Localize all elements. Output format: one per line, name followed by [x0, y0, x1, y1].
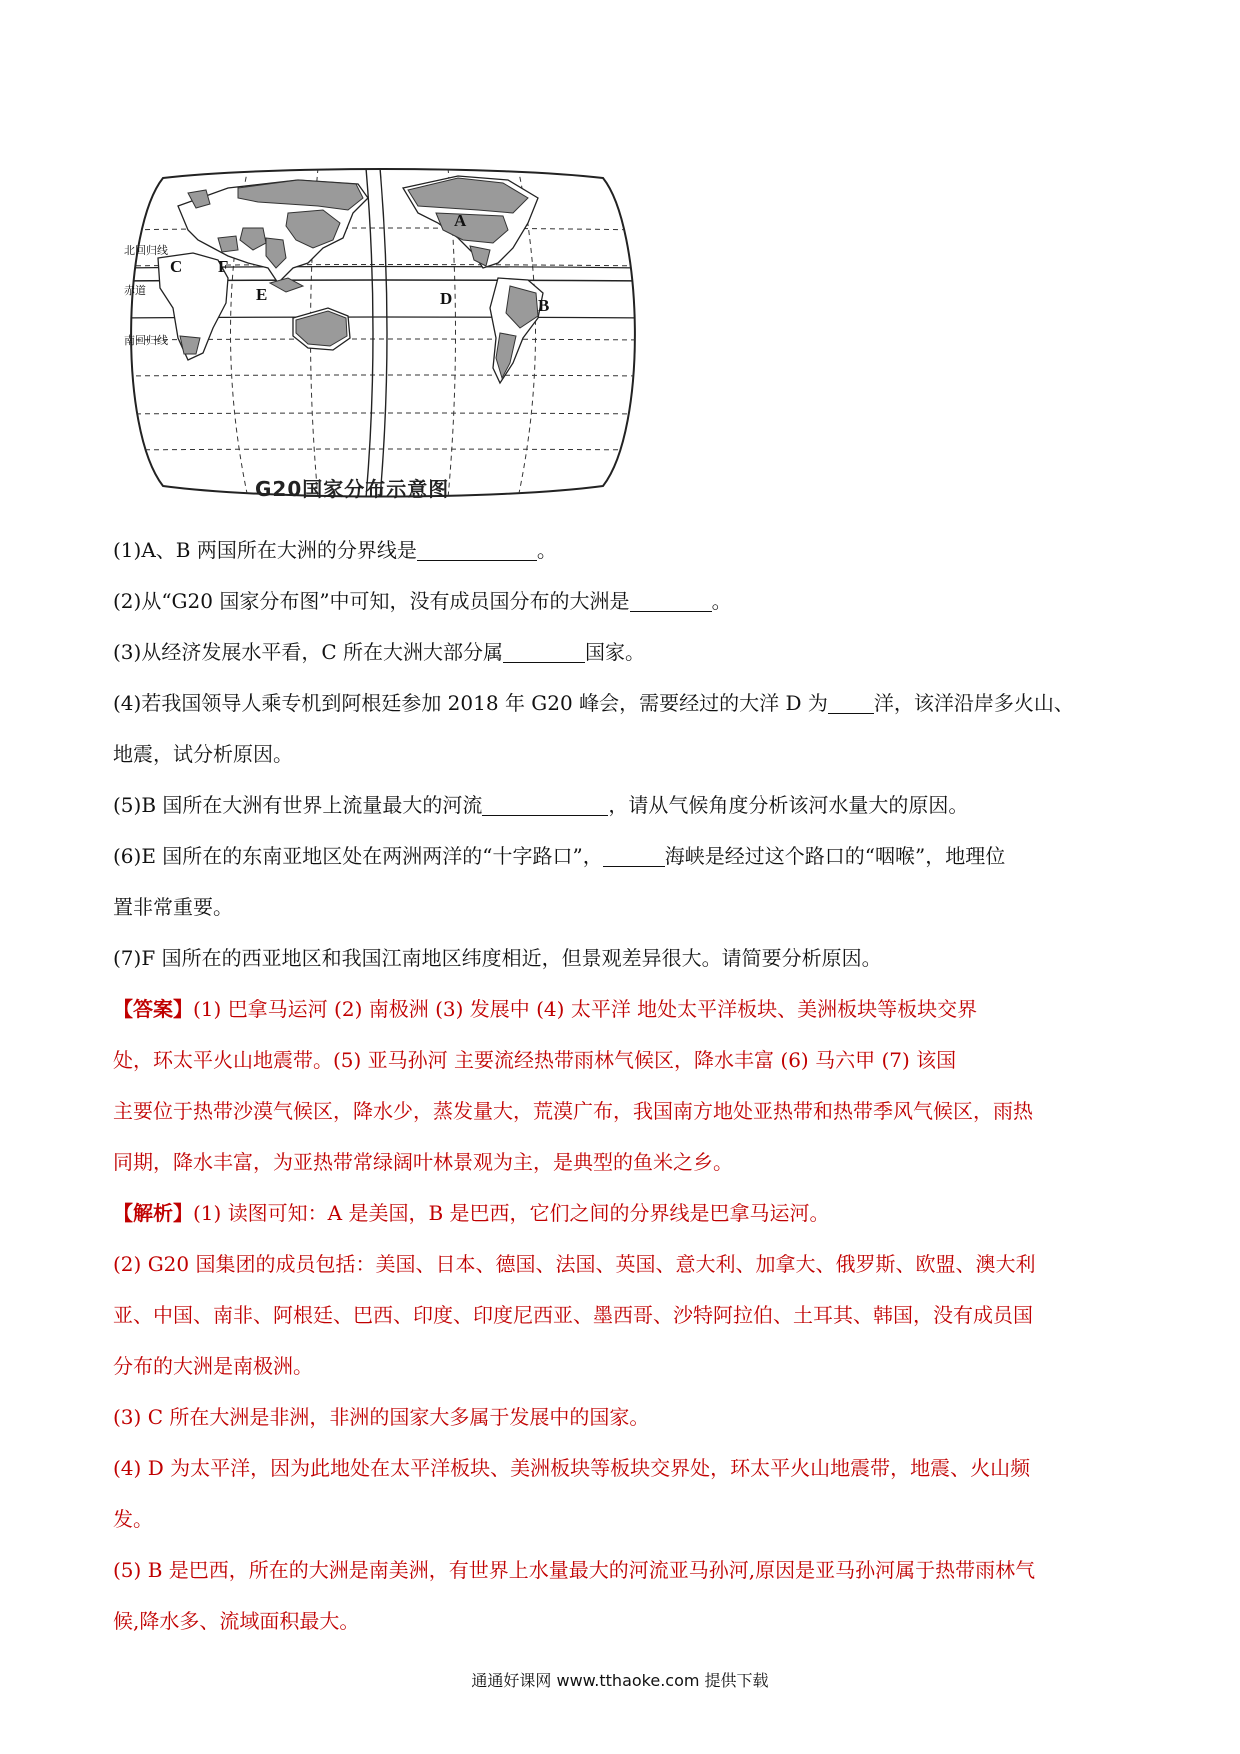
question-7: (7)F 国所在的西亚地区和我国江南地区纬度相近，但景观差异很大。请简要分析原因。 [113, 946, 882, 970]
analysis-line-1: 【解析】(1) 读图可知：A 是美国，B 是巴西，它们之间的分界线是巴拿马运河。 [113, 1201, 830, 1225]
question-4-cont: 地震，试分析原因。 [113, 742, 293, 766]
answer-blank [503, 640, 585, 663]
answer-line-1: 【答案】(1) 巴拿马运河 (2) 南极洲 (3) 发展中 (4) 太平洋 地处太平洋板块、美洲板块等板块交界 [113, 997, 978, 1021]
label-d: D [440, 289, 453, 308]
question-4: (4)若我国领导人乘专机到阿根廷参加 2018 年 G20 峰会，需要经过的大洋 D 为 洋，该洋沿岸多火山、 [113, 691, 1074, 715]
question-3: (3)从经济发展水平看，C 所在大洲大部分属 国家。 [113, 640, 645, 664]
analysis-p2-line-3: 分布的大洲是南极洲。 [113, 1354, 313, 1378]
question-6-cont: 置非常重要。 [113, 895, 233, 919]
answer-blank [603, 844, 665, 867]
label-b: B [538, 296, 550, 315]
answer-line-4: 同期，降水丰富，为亚热带常绿阔叶林景观为主，是典型的鱼米之乡。 [113, 1150, 733, 1174]
g20-map [118, 168, 648, 498]
analysis-p2-line-1: (2) G20 国集团的成员包括：美国、日本、德国、法国、英国、意大利、加拿大、俄罗斯、欧盟、澳大利 [113, 1252, 1036, 1276]
analysis-p5-line-2: 候,降水多、流域面积最大。 [113, 1609, 360, 1633]
analysis-p2-line-2: 亚、中国、南非、阿根廷、巴西、印度、印度尼西亚、墨西哥、沙特阿拉伯、土耳其、韩国，没有成员国 [113, 1303, 1033, 1327]
label-a: A [454, 211, 467, 230]
label-e: E [256, 285, 268, 304]
analysis-p4-line-2: 发。 [113, 1507, 153, 1531]
label-tropic-south: 南回归线 [124, 334, 168, 347]
answer-blank [630, 589, 712, 612]
answer-line-3: 主要位于热带沙漠气候区，降水少，蒸发量大，荒漠广布，我国南方地处亚热带和热带季风气候区，雨热 [113, 1099, 1033, 1123]
world-map-graphic [118, 168, 648, 498]
label-f: F [218, 257, 229, 276]
question-5: (5)B 国所在大洲有世界上流量最大的河流 ，请从气候角度分析该河水量大的原因。 [113, 793, 969, 817]
answer-blank [482, 793, 608, 816]
label-c: C [170, 257, 183, 276]
analysis-p4-line-1: (4) D 为太平洋，因为此地处在太平洋板块、美洲板块等板块交界处，环太平火山地震带，地震、火山频 [113, 1456, 1031, 1480]
label-equator: 赤道 [124, 284, 146, 297]
document-body [113, 525, 1133, 1647]
question-1: (1)A、B 两国所在大洲的分界线是 。 [113, 538, 557, 562]
question-6: (6)E 国所在的东南亚地区处在两洲两洋的“十字路口”， 海峡是经过这个路口的“咽喉”，地理位 [113, 844, 1006, 868]
question-2: (2)从“G20 国家分布图”中可知，没有成员国分布的大洲是 。 [113, 589, 732, 613]
analysis-p3: (3) C 所在大洲是非洲，非洲的国家大多属于发展中的国家。 [113, 1405, 650, 1429]
answer-line-2: 处，环太平火山地震带。(5) 亚马孙河 主要流经热带雨林气候区，降水丰富 (6) 马六甲 (7) 该国 [113, 1048, 957, 1072]
page-footer: 通通好课网 www.tthaoke.com 提供下载 [471, 1671, 769, 1690]
answer-blank [828, 691, 874, 714]
analysis-tag: 【解析】 [113, 1201, 193, 1225]
map-caption: G20国家分布示意图 [255, 477, 450, 501]
analysis-p5-line-1: (5) B 是巴西，所在的大洲是南美洲，有世界上水量最大的河流亚马孙河,原因是亚马孙河属于热带雨林气 [113, 1558, 1036, 1582]
label-tropic-north: 北回归线 [124, 244, 168, 257]
answer-tag: 【答案】 [113, 997, 193, 1021]
answer-blank [417, 538, 537, 561]
